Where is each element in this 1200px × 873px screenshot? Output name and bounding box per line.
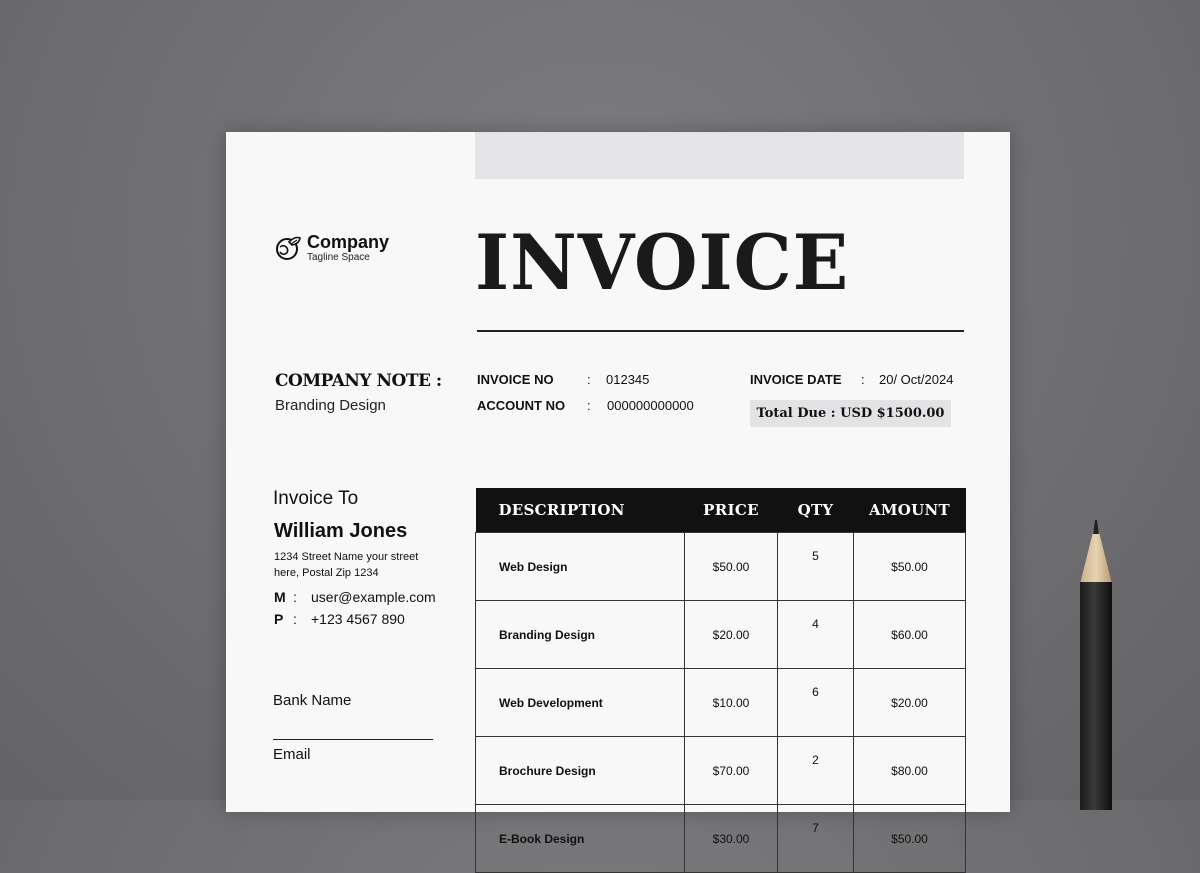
- row-qty: 4: [778, 601, 854, 669]
- phone-colon: :: [293, 611, 297, 627]
- row-qty: 5: [778, 533, 854, 601]
- invoice-no-colon: :: [587, 372, 591, 387]
- company-name: Company: [307, 232, 390, 252]
- header-price: PRICE: [685, 488, 778, 533]
- bank-name-label: Bank Name: [273, 692, 352, 709]
- title-divider: [477, 330, 964, 332]
- row-amount: $20.00: [854, 669, 966, 737]
- row-price: $10.00: [685, 669, 778, 737]
- invoice-to-heading: Invoice To: [273, 488, 359, 509]
- table-row: [476, 601, 966, 669]
- globe-leaf-icon: [274, 234, 302, 262]
- mobile-label: M: [274, 589, 286, 605]
- account-no-label: ACCOUNT NO: [477, 398, 566, 413]
- row-amount: $60.00: [854, 601, 966, 669]
- row-description: Brochure Design: [476, 737, 685, 805]
- row-qty: 6: [778, 669, 854, 737]
- top-accent-band: [475, 132, 964, 179]
- mobile-value: user@example.com: [311, 589, 436, 605]
- contact-phone-row: [274, 611, 405, 627]
- total-due-badge: Total Due : USD $1500.00: [750, 400, 951, 427]
- mobile-colon: :: [293, 589, 297, 605]
- invoice-no-label: INVOICE NO: [477, 372, 554, 387]
- invoice-no-value: 012345: [606, 372, 650, 387]
- table-header-row: [476, 488, 966, 533]
- row-description: Branding Design: [476, 601, 685, 669]
- invoice-title: INVOICE: [475, 218, 850, 307]
- bank-name-line: [273, 739, 433, 740]
- row-amount: $50.00: [854, 533, 966, 601]
- row-qty: 2: [778, 737, 854, 805]
- account-no-value: 000000000000: [607, 398, 694, 413]
- items-table: [475, 488, 966, 873]
- client-address: 1234 Street Name your street here, Postal Zip 1234: [274, 551, 419, 579]
- row-amount: $50.00: [854, 805, 966, 873]
- header-description: DESCRIPTION: [476, 488, 685, 533]
- row-price: $70.00: [685, 737, 778, 805]
- client-name: William Jones: [274, 520, 408, 542]
- invoice-date-colon: :: [861, 372, 865, 387]
- row-description: Web Design: [476, 533, 685, 601]
- invoice-paper: [226, 132, 1010, 846]
- header-amount: AMOUNT: [854, 488, 966, 533]
- row-description: Web Development: [476, 669, 685, 737]
- pencil-prop: [1078, 520, 1114, 810]
- phone-value: +123 4567 890: [311, 611, 405, 627]
- table-row: [476, 669, 966, 737]
- company-tagline: Tagline Space: [307, 252, 370, 263]
- table-row: [476, 533, 966, 601]
- row-qty: 7: [778, 805, 854, 873]
- phone-label: P: [274, 611, 284, 627]
- account-no-colon: :: [587, 398, 591, 413]
- row-price: $20.00: [685, 601, 778, 669]
- table-row: [476, 737, 966, 805]
- row-price: $30.00: [685, 805, 778, 873]
- contact-mobile-row: [274, 589, 436, 605]
- table-row: [476, 805, 966, 873]
- invoice-date-label: INVOICE DATE: [750, 372, 842, 387]
- company-note-value: Branding Design: [275, 397, 386, 414]
- row-amount: $80.00: [854, 737, 966, 805]
- row-price: $50.00: [685, 533, 778, 601]
- email-label: Email: [273, 746, 311, 763]
- row-description: E-Book Design: [476, 805, 685, 873]
- invoice-date-value: 20/ Oct/2024: [879, 372, 954, 387]
- header-qty: QTY: [778, 488, 854, 533]
- company-note-title: COMPANY NOTE :: [275, 371, 442, 391]
